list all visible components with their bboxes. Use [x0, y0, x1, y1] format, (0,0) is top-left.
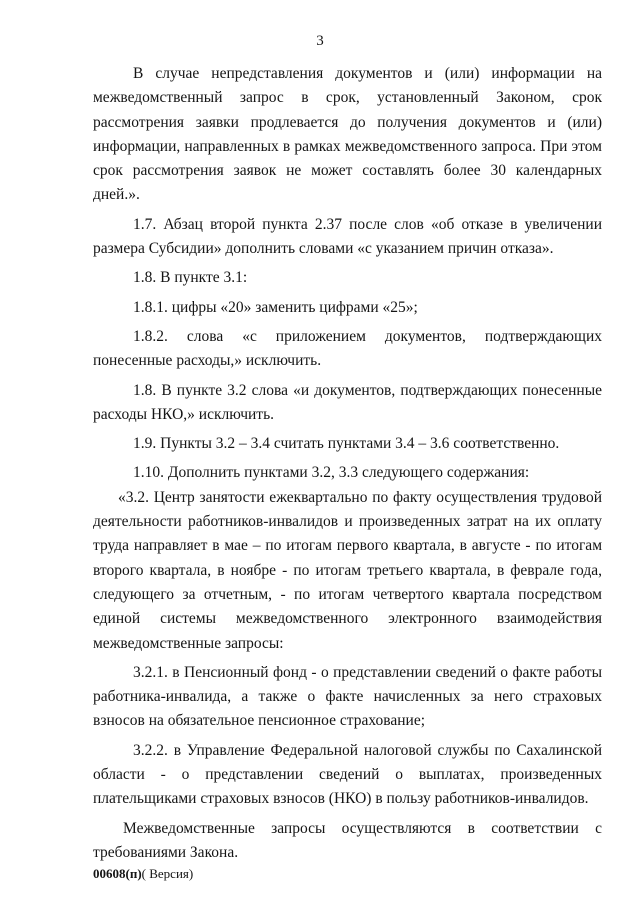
document-code: 00608(п) — [93, 866, 142, 881]
document-body — [93, 62, 602, 865]
paragraph: 1.8. В пункте 3.2 слова «и документов, подтверждающих понесенные расходы НКО,» исключить. — [93, 381, 602, 423]
paragraph: В случае непредставления документов и (или) информации на межведомственный запрос в срок, установленный Законом, срок рассмотрения заявки продлевается до получения документов и (или) информации, направленных в рамках межведомственного запроса. При этом срок рассмотрения заявок не может составлять более 30 календарных дней.». — [93, 65, 602, 204]
paragraph: 1.8.2. слова «с приложением документов, подтверждающих понесенные расходы,» исключить. — [93, 327, 602, 370]
paragraph: 1.8. В пункте 3.1: — [133, 269, 248, 287]
paragraph: Межведомственные запросы осуществляются в соответствии с требованиями Закона. — [93, 819, 602, 861]
paragraph: «3.2. Центр занятости ежеквартально по факту осуществления трудовой деятельности работников-инвалидов и произведенных затрат на их оплату труда направляет в мае – по итогам первого квартала, в августе - по итогам второго квартала, в ноябре - по итогам третьего квартала, в феврале года, следующего за отчетным, - по итогам четвертого квартала посредством единой системы межведомственного электронного взаимодействия межведомственные запросы: — [93, 488, 602, 652]
paragraph: 1.9. Пункты 3.2 – 3.4 считать пунктами 3.4 – 3.6 соответственно. — [133, 435, 560, 453]
paragraph: 1.7. Абзац второй пункта 2.37 после слов «об отказе в увеличении размера Субсидии» дополнить словами «с указанием причин отказа». — [93, 215, 602, 258]
document-version: ( Версия) — [141, 866, 194, 881]
page-number: 3 — [316, 33, 324, 49]
paragraph: 1.10. Дополнить пунктами 3.2, 3.3 следующего содержания: — [133, 464, 530, 482]
document-footer — [93, 866, 193, 882]
paragraph: 1.8.1. цифры «20» заменить цифрами «25»; — [133, 298, 418, 316]
paragraph: 3.2.1. в Пенсионный фонд - о представлении сведений о факте работы работника-инвалида, а также о факте начисленных за него страховых взносов на обязательное пенсионное страхование; — [93, 663, 602, 730]
paragraph: 3.2.2. в Управление Федеральной налоговой службы по Сахалинской области - о представлении сведений о выплатах, произведенных плательщиками страховых взносов (НКО) в пользу работников-инвалидов. — [93, 741, 602, 808]
